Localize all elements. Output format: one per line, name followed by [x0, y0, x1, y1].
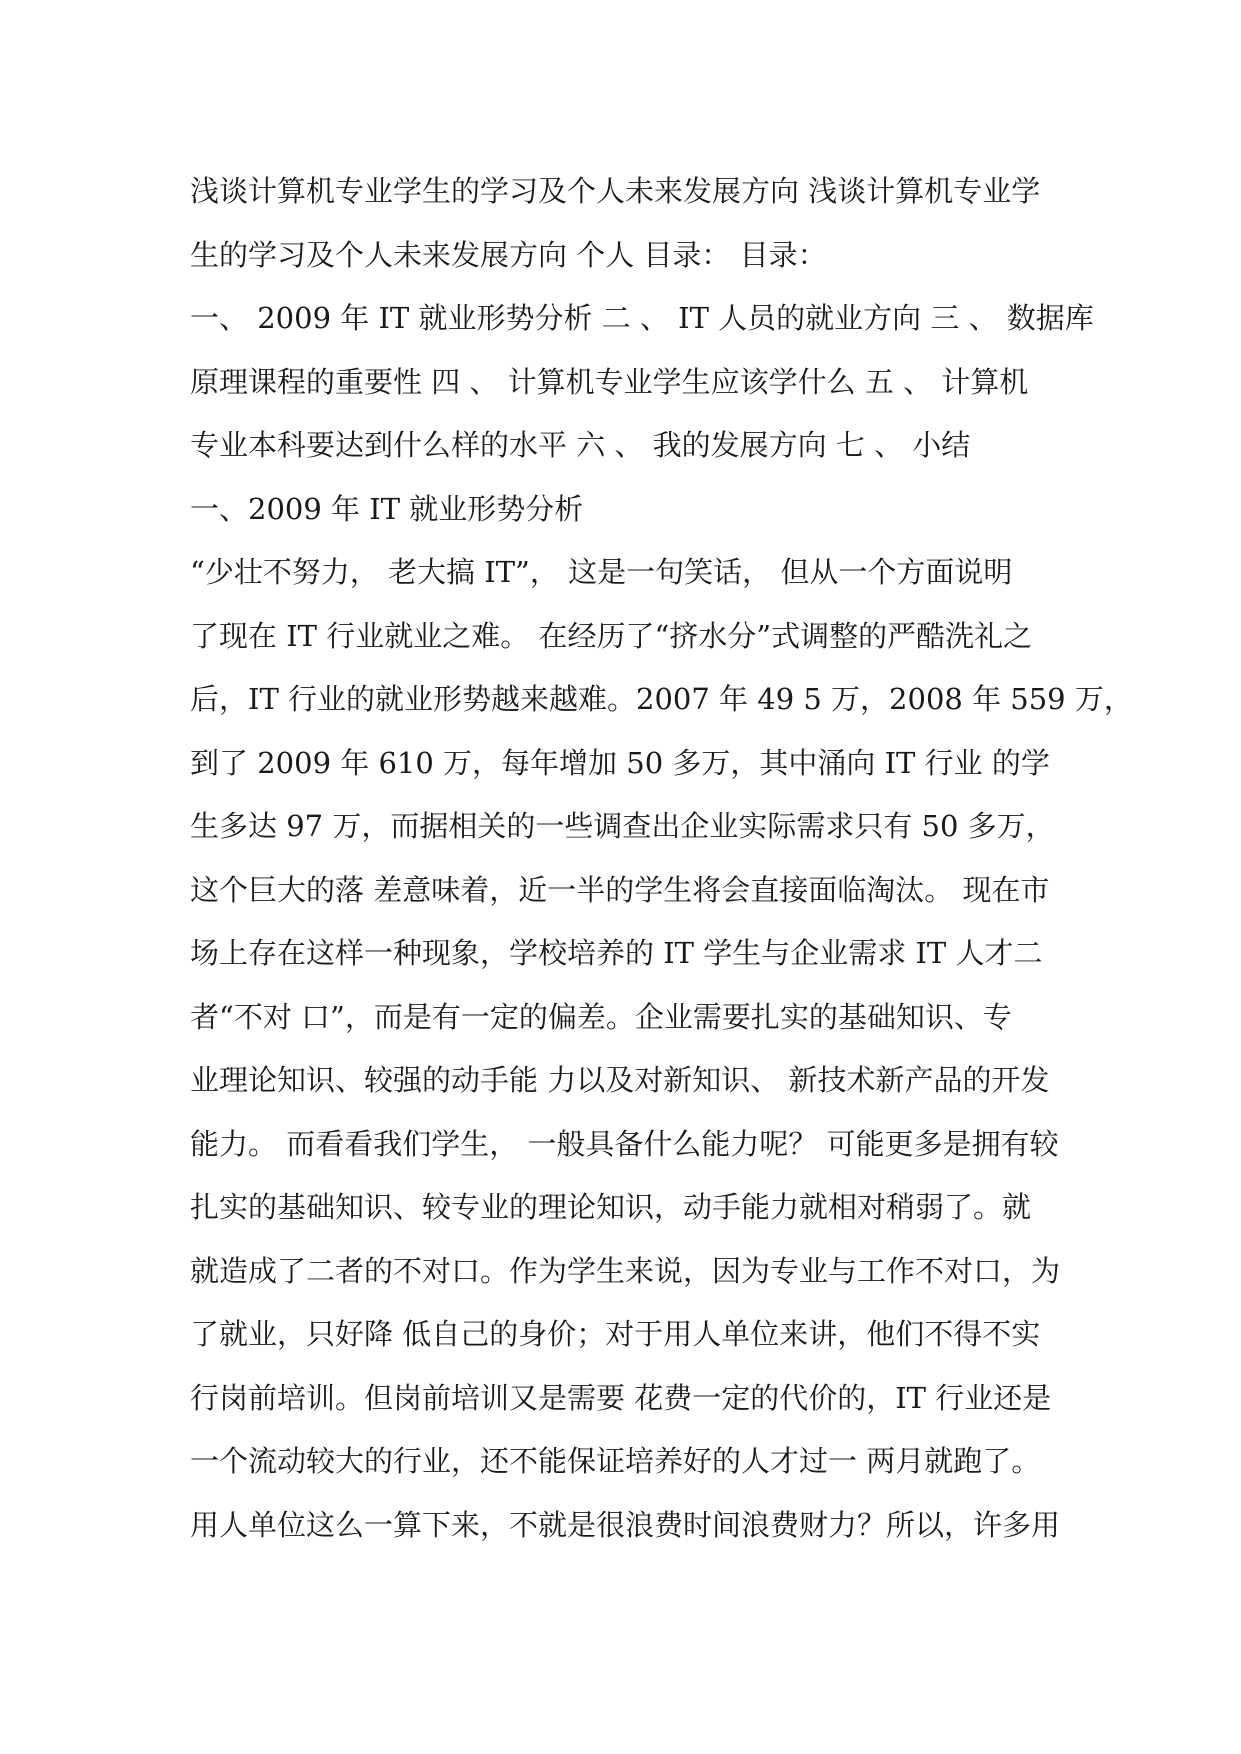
text-line-4: 原理课程的重要性 四 、 计算机专业学生应该学什么 五 、 计算机	[190, 364, 1029, 399]
text-line-20: 行岗前培训。但岗前培训又是需要 花费一定的代价的，IT 行业还是	[190, 1380, 1052, 1415]
text-line-1: 浅谈计算机专业学生的学习及个人未来发展方向 浅谈计算机专业学	[190, 174, 1041, 208]
text-line-14: 者“不对 口”，而是有一定的偏差。企业需要扎实的基础知识、专	[190, 999, 1012, 1034]
text-line-22: 用人单位这么一算下来，不就是很浪费时间浪费财力？所以，许多用	[190, 1507, 1061, 1542]
text-line-9: 后，IT 行业的就业形势越来越难。2007 年 49 5 万，2008 年 559 万，	[190, 682, 1133, 716]
text-line-16: 能力。 而看看我们学生， 一般具备什么能力呢？ 可能更多是拥有较	[190, 1126, 1059, 1161]
text-line-10: 到了 2009 年 610 万，每年增加 50 多万，其中涌向 IT 行业 的学	[190, 745, 1050, 780]
document-page	[190, 160, 1133, 1557]
text-line-13: 场上存在这样一种现象，学校培养的 IT 学生与企业需求 IT 人才二	[190, 936, 1043, 970]
text-line-12: 这个巨大的落 差意味着，近一半的学生将会直接面临淘汰。 现在市	[190, 872, 1050, 907]
text-line-3: 一、 2009 年 IT 就业形势分析 二 、 IT 人员的就业方向 三 、 数据库	[190, 301, 1094, 335]
text-line-18: 就造成了二者的不对口。作为学生来说，因为专业与工作不对口，为	[190, 1253, 1061, 1288]
text-line-7: “少壮不努力， 老大搞 IT”， 这是一句笑话， 但从一个方面说明	[190, 555, 1013, 589]
text-line-5: 专业本科要达到什么样的水平 六 、 我的发展方向 七 、 小结	[190, 428, 971, 462]
text-line-8: 了现在 IT 行业就业之难。 在经历了“挤水分”式调整的严酷洗礼之	[190, 618, 1033, 653]
text-line-15: 业理论知识、较强的动手能 力以及对新知识、 新技术新产品的开发	[190, 1063, 1050, 1097]
text-line-2: 生的学习及个人未来发展方向 个人 目录： 目录：	[190, 237, 827, 272]
text-line-21: 一个流动较大的行业，还不能保证培养好的人才过一 两月就跑了。	[190, 1444, 1041, 1478]
text-line-17: 扎实的基础知识、较专业的理论知识，动手能力就相对稍弱了。就	[190, 1190, 1032, 1224]
section-heading: 一、2009 年 IT 就业形势分析	[190, 491, 584, 526]
text-line-19: 了就业，只好降 低自己的身价；对于用人单位来讲，他们不得不实	[190, 1317, 1041, 1351]
text-line-11: 生多达 97 万，而据相关的一些调查出企业实际需求只有 50 多万，	[190, 809, 1055, 843]
